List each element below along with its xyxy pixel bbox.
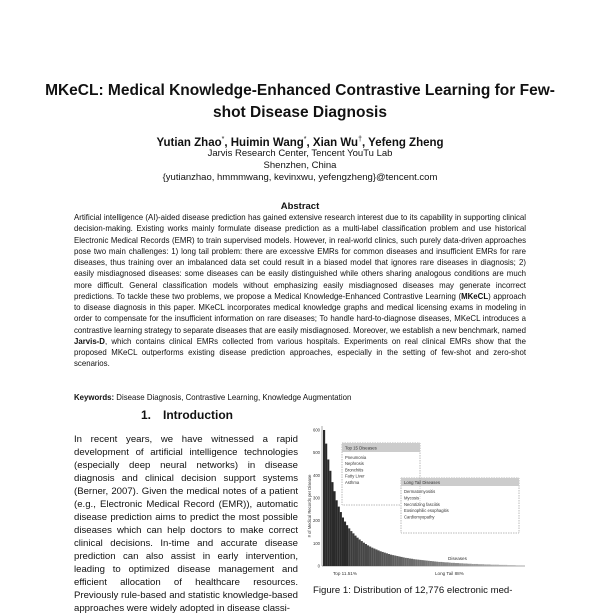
- chart-bar: [323, 430, 325, 566]
- chart-bar: [459, 563, 461, 566]
- author-name: Xian Wu: [312, 136, 359, 149]
- chart-bar: [340, 512, 342, 566]
- chart-bar: [514, 565, 516, 566]
- distribution-chart: [305, 418, 530, 580]
- chart-bar: [444, 562, 446, 566]
- chart-bar: [403, 557, 405, 566]
- legend-tail-item: Necrotizing fasciitis: [404, 501, 440, 507]
- chart-bar: [434, 561, 436, 566]
- legend-tail-item: Mycosis: [404, 495, 420, 501]
- figure-1: [305, 418, 530, 580]
- chart-bar: [518, 565, 520, 566]
- chart-bar: [451, 563, 453, 566]
- author-name: Huimin Wang: [230, 136, 304, 149]
- y-tick-label: 400: [313, 472, 320, 478]
- y-tick-label: 200: [313, 518, 320, 524]
- chart-bar: [367, 545, 369, 566]
- keywords-text: Disease Diagnosis, Contrastive Learning, Knowledge Augmentation: [116, 393, 352, 402]
- location: Shenzhen, China: [263, 160, 337, 171]
- chart-bar: [325, 444, 327, 566]
- chart-bar: [474, 564, 476, 566]
- chart-bar: [501, 565, 503, 566]
- chart-bar: [386, 553, 388, 566]
- affiliation-block: [40, 148, 560, 184]
- chart-bar: [472, 564, 474, 566]
- legend-tail-item: Eosinophilic esophagitis: [404, 508, 449, 514]
- intro-paragraph: In recent years, we have witnessed a rapid development of artificial intelligence technologies (especially deep neural networks) in disease diagnosis and clinical decision support systems (Berner, 2007). Given the medical notes of a patient (e.g., Electronic Medical Record (EMR)), automatic disease prediction aims to predict the most possible diseases which can help doctors to make correct clinical decisions. In-time and accurate disease prediction can also assist in early intervention, leading to optimized disease management and efficient allocation of healthcare resources. Previously rule-based and statistic knowledge-based approaches were widely adopted in disease classi-: [74, 434, 298, 614]
- chart-bar: [411, 559, 413, 566]
- chart-bar: [390, 555, 392, 566]
- chart-bar: [516, 565, 518, 566]
- chart-bar: [363, 543, 365, 566]
- author-name: Yutian Zhao: [156, 136, 222, 149]
- y-tick-label: 0: [317, 563, 320, 569]
- chart-bar: [470, 564, 472, 566]
- chart-bar: [394, 556, 396, 566]
- chart-bar: [357, 538, 359, 566]
- chart-bar: [413, 559, 415, 566]
- chart-bar: [400, 557, 402, 566]
- chart-bar: [327, 459, 329, 566]
- legend-top-item: Bronchitis: [345, 467, 364, 473]
- chart-bar: [331, 482, 333, 566]
- affiliation: Jarvis Research Center, Tencent YouTu Lab: [207, 148, 393, 159]
- chart-bar: [461, 563, 463, 566]
- chart-bar: [392, 555, 394, 566]
- chart-bar: [440, 562, 442, 566]
- author-mark: *: [221, 136, 225, 143]
- chart-bar: [409, 559, 411, 566]
- legend-tail-item: Dermatomyositis: [404, 489, 436, 494]
- chart-bar: [338, 507, 340, 566]
- keywords: [74, 392, 526, 403]
- chart-bar: [369, 547, 371, 566]
- chart-bar: [407, 558, 409, 566]
- section-number: 1.: [141, 408, 152, 422]
- chart-bar: [509, 565, 511, 566]
- chart-bar: [486, 564, 488, 566]
- chart-bar: [352, 533, 354, 566]
- chart-bar: [365, 544, 367, 566]
- chart-bar: [520, 565, 522, 566]
- chart-bar: [375, 549, 377, 566]
- y-tick-label: 300: [313, 495, 320, 501]
- chart-bar: [480, 564, 482, 566]
- chart-bar: [493, 565, 495, 566]
- chart-bar: [495, 565, 497, 566]
- chart-bar: [329, 471, 331, 566]
- chart-bar: [511, 565, 513, 566]
- chart-bar: [428, 561, 430, 566]
- chart-bar: [478, 564, 480, 566]
- legend-top-item: Pneumonia: [345, 455, 367, 460]
- chart-bar: [455, 563, 457, 566]
- chart-bar: [488, 564, 490, 566]
- chart-bar: [336, 500, 338, 566]
- chart-x-tick-right: Long Tail 88%: [435, 571, 464, 576]
- chart-x-axis-label: Diseases: [448, 556, 467, 561]
- chart-bar: [438, 562, 440, 566]
- chart-bar: [432, 561, 434, 566]
- chart-bar: [344, 522, 346, 566]
- figure-caption: Figure 1: Distribution of 12,776 electronic med-: [313, 585, 513, 596]
- chart-bar: [436, 562, 438, 566]
- legend-tail-title: Long Tail Diseases: [404, 480, 440, 485]
- chart-bar: [348, 528, 350, 566]
- chart-bar: [457, 563, 459, 566]
- chart-bar: [377, 550, 379, 566]
- chart-bar: [417, 560, 419, 566]
- chart-bar: [430, 561, 432, 566]
- chart-bar: [467, 564, 469, 566]
- section-heading: [74, 408, 300, 422]
- abstract-heading: Abstract: [280, 201, 320, 212]
- chart-bar: [453, 563, 455, 566]
- chart-bar: [499, 565, 501, 566]
- chart-bar: [449, 563, 451, 566]
- chart-bar: [426, 561, 428, 566]
- section-title: Introduction: [163, 408, 233, 422]
- legend-top-item: Nephrosis: [345, 461, 364, 467]
- chart-bar: [415, 559, 417, 566]
- chart-bar: [396, 556, 398, 566]
- chart-bar: [380, 551, 382, 566]
- chart-bar: [476, 564, 478, 566]
- chart-bar: [350, 531, 352, 566]
- y-tick-label: 500: [313, 450, 320, 456]
- chart-bar: [384, 553, 386, 566]
- paper-title: MKeCL: Medical Knowledge-Enhanced Contrastive Learning for Few-shot Disease Diagnosis: [45, 82, 555, 121]
- chart-y-axis-label: # of Medical Records per Disease: [307, 474, 312, 538]
- author-emails: {yutianzhao, hmmmwang, kevinxwu, yefengzheng}@tencent.com: [162, 172, 438, 183]
- chart-bar: [398, 556, 400, 566]
- chart-bar: [373, 549, 375, 566]
- chart-bar: [361, 541, 363, 566]
- legend-top-item: Fatty Liver: [345, 473, 365, 479]
- chart-bar: [465, 564, 467, 566]
- chart-bar: [405, 558, 407, 566]
- chart-bar: [503, 565, 505, 566]
- chart-bar: [333, 491, 335, 566]
- keywords-label: Keywords:: [74, 393, 115, 402]
- chart-bar: [507, 565, 509, 566]
- chart-bar: [382, 552, 384, 566]
- chart-bar: [388, 554, 390, 566]
- chart-bar: [442, 562, 444, 566]
- chart-bar: [463, 564, 465, 566]
- chart-bar: [447, 562, 449, 566]
- chart-bar: [491, 565, 493, 566]
- author-list: Yutian Zhao*, Huimin Wang*, Xian Wu†, Yefeng Zheng: [156, 136, 444, 149]
- chart-bar: [505, 565, 507, 566]
- abstract-text: Artificial intelligence (AI)-aided disease prediction has gained extensive research interest due to its capability in supporting clinical decision-making. Existing works mainly formulate disease prediction as a multi-label classification problem and use historical Electronic Medical Records (EMR) to train supervised models. However, in real-world clinics, such purely data-driven approaches pose two main challenges: 1) long tail problem: there are excessive EMRs for common diseases and insufficient EMRs for rare diseases, thus training over an imbalanced data set could result in a biased model that ignores rare diseases in diagnosis; 2) easily misdiagnosed diseases: some diseases can be easily distinguished while others sharing analogous conditions are much more difficult. General classification models without emphasizing easily misdiagnosed diseases may generate incorrect predictions. To tackle these two problems, we propose a Medical Knowledge-Enhanced Contrastive Learning (MKeCL) approach to disease diagnosis in this paper. MKeCL incorporates medical knowledge graphs and medical licensing exams in modeling in order to compensate for the insufficient information on rare diseases; To handle hard-to-diagnose diseases, MKeCL introduces a contrastive learning strategy to separate diseases that are easily misdiagnosed. Moreover, we establish a new benchmark, named Jarvis-D, which contains clinical EMRs collected from various hospitals. Experiments on real clinical EMRs show that the proposed MKeCL outperforms existing disease prediction approaches, especially in the setting of few-shot and zero-shot scenarios.: [74, 213, 527, 369]
- chart-bar: [522, 565, 524, 566]
- chart-bar: [371, 548, 373, 566]
- author-mark: *: [303, 136, 307, 143]
- chart-bar: [419, 560, 421, 566]
- chart-bar: [421, 560, 423, 566]
- legend-tail-item: Cardiomyopathy: [404, 514, 435, 520]
- chart-bar: [484, 564, 486, 566]
- author-name: Yefeng Zheng: [368, 136, 444, 149]
- y-tick-label: 600: [313, 427, 320, 433]
- y-tick-label: 100: [313, 540, 320, 546]
- legend-top-item: Asthma: [345, 479, 360, 485]
- chart-bar: [342, 517, 344, 566]
- chart-bar: [359, 539, 361, 566]
- chart-bar: [497, 565, 499, 566]
- chart-bar: [482, 564, 484, 566]
- chart-x-tick-left: Top 11.51%: [333, 571, 357, 576]
- chart-bar: [424, 560, 426, 566]
- chart-bar: [346, 525, 348, 566]
- legend-top-title: Top 15 Diseases: [345, 445, 377, 451]
- author-mark: †: [358, 136, 362, 143]
- chart-bar: [354, 536, 356, 566]
